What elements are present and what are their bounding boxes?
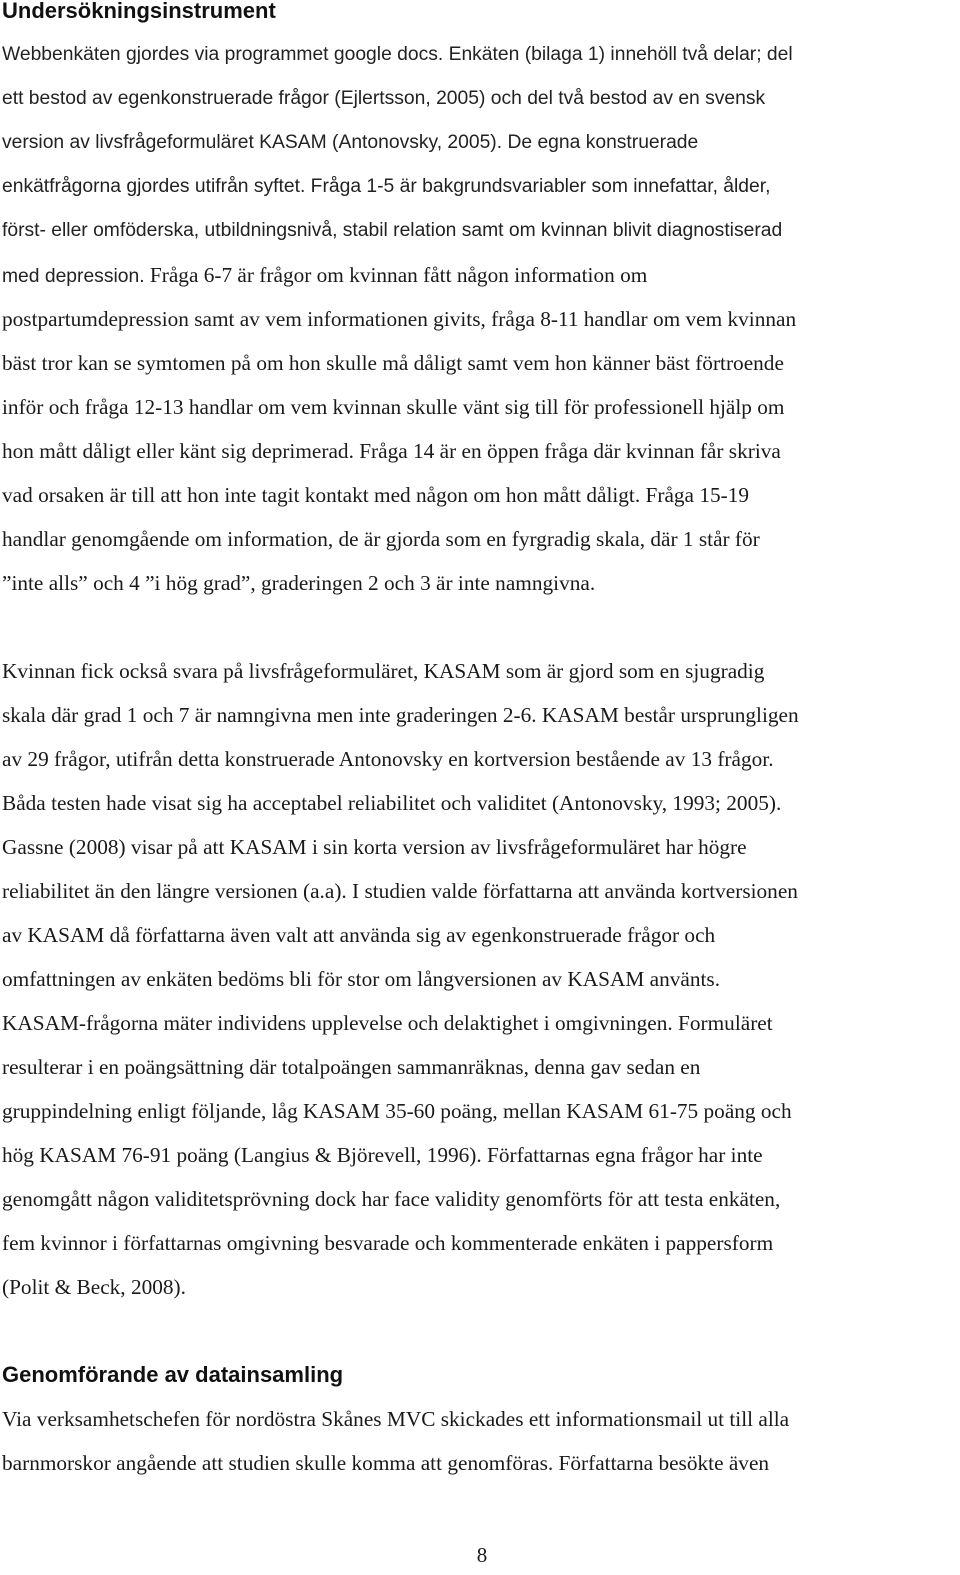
paragraph-line: KASAM-frågorna mäter individens upplevelse och delaktighet i omgivningen. Formuläret <box>2 1011 773 1035</box>
paragraph-line: skala där grad 1 och 7 är namngivna men inte graderingen 2-6. KASAM består ursprungligen <box>2 703 799 727</box>
paragraph-line: reliabilitet än den längre versionen (a.a). I studien valde författarna att använda kortversionen <box>2 879 798 903</box>
paragraph-line: enkätfrågorna gjordes utifrån syftet. Fråga 1-5 är bakgrundsvariabler som innefattar, ålder, <box>2 176 771 197</box>
paragraph-line: först- eller omföderska, utbildningsnivå, stabil relation samt om kvinnan blivit diagnostiserad <box>2 220 783 241</box>
page-number: 8 <box>476 1543 488 1567</box>
paragraph-line: hon mått dåligt eller känt sig deprimerad. Fråga 14 är en öppen fråga där kvinnan får skriva <box>2 439 781 463</box>
paragraph-line: Båda testen hade visat sig ha acceptabel reliabilitet och validitet (Antonovsky, 1993; 2005). <box>2 791 782 815</box>
section-heading: Genomförande av datainsamling <box>2 1362 344 1387</box>
section-heading: Undersökningsinstrument <box>2 0 276 23</box>
paragraph-line: gruppindelning enligt följande, låg KASAM 35-60 poäng, mellan KASAM 61-75 poäng och <box>2 1099 792 1123</box>
paragraph-line <box>2 262 647 290</box>
paragraph-line: Via verksamhetschefen för nordöstra Skånes MVC skickades ett informationsmail ut till alla <box>2 1407 790 1431</box>
paragraph-line: av KASAM då författarna även valt att använda sig av egenkonstruerade frågor och <box>2 923 716 947</box>
paragraph-line: Kvinnan fick också svara på livsfrågeformuläret, KASAM som är gjord som en sjugradig <box>2 659 765 683</box>
paragraph-line: handlar genomgående om information, de är gjorda som en fyrgradig skala, där 1 står för <box>2 527 760 551</box>
paragraph-line-rest: Fråga 6-7 är frågor om kvinnan fått någon information om <box>149 263 648 287</box>
paragraph-line-start: med depression. <box>2 266 150 287</box>
paragraph-line: Webbenkäten gjordes via programmet google docs. Enkäten (bilaga 1) innehöll två delar; del <box>2 44 793 65</box>
paragraph-line: omfattningen av enkäten bedöms bli för stor om långversionen av KASAM använts. <box>2 967 721 991</box>
paragraph-line: ett bestod av egenkonstruerade frågor (Ejlertsson, 2005) och del två bestod av en svensk <box>2 88 766 109</box>
paragraph-line: vad orsaken är till att hon inte tagit kontakt med någon om hon mått dåligt. Fråga 15-19 <box>2 483 750 507</box>
paragraph-line: bäst tror kan se symtomen på om hon skulle må dåligt samt vem hon känner bäst förtroende <box>2 351 784 375</box>
paragraph-line: postpartumdepression samt av vem informationen givits, fråga 8-11 handlar om vem kvinnan <box>2 307 797 331</box>
paragraph-line: version av livsfrågeformuläret KASAM (Antonovsky, 2005). De egna konstruerade <box>2 132 699 153</box>
paragraph-line: inför och fråga 12-13 handlar om vem kvinnan skulle vänt sig till för professionell hjälp om <box>2 395 785 419</box>
paragraph-line: resulterar i en poängsättning där totalpoängen sammanräknas, denna gav sedan en <box>2 1055 701 1079</box>
paragraph-line: ”inte alls” och 4 ”i hög grad”, graderingen 2 och 3 är inte namngivna. <box>2 571 596 595</box>
paragraph-line: fem kvinnor i författarnas omgivning besvarade och kommenterade enkäten i pappersform <box>2 1231 774 1255</box>
paragraph-line: (Polit & Beck, 2008). <box>2 1275 186 1299</box>
paragraph-line: Gassne (2008) visar på att KASAM i sin korta version av livsfrågeformuläret har högre <box>2 835 747 859</box>
paragraph-line: av 29 frågor, utifrån detta konstruerade Antonovsky en kortversion bestående av 13 frågor. <box>2 747 774 771</box>
paragraph-line: barnmorskor angående att studien skulle komma att genomföras. Författarna besökte även <box>2 1451 770 1475</box>
paragraph-line: hög KASAM 76-91 poäng (Langius & Björevell, 1996). Författarnas egna frågor har inte <box>2 1143 763 1167</box>
paragraph-line: genomgått någon validitetsprövning dock har face validity genomförts för att testa enkäten, <box>2 1187 781 1211</box>
